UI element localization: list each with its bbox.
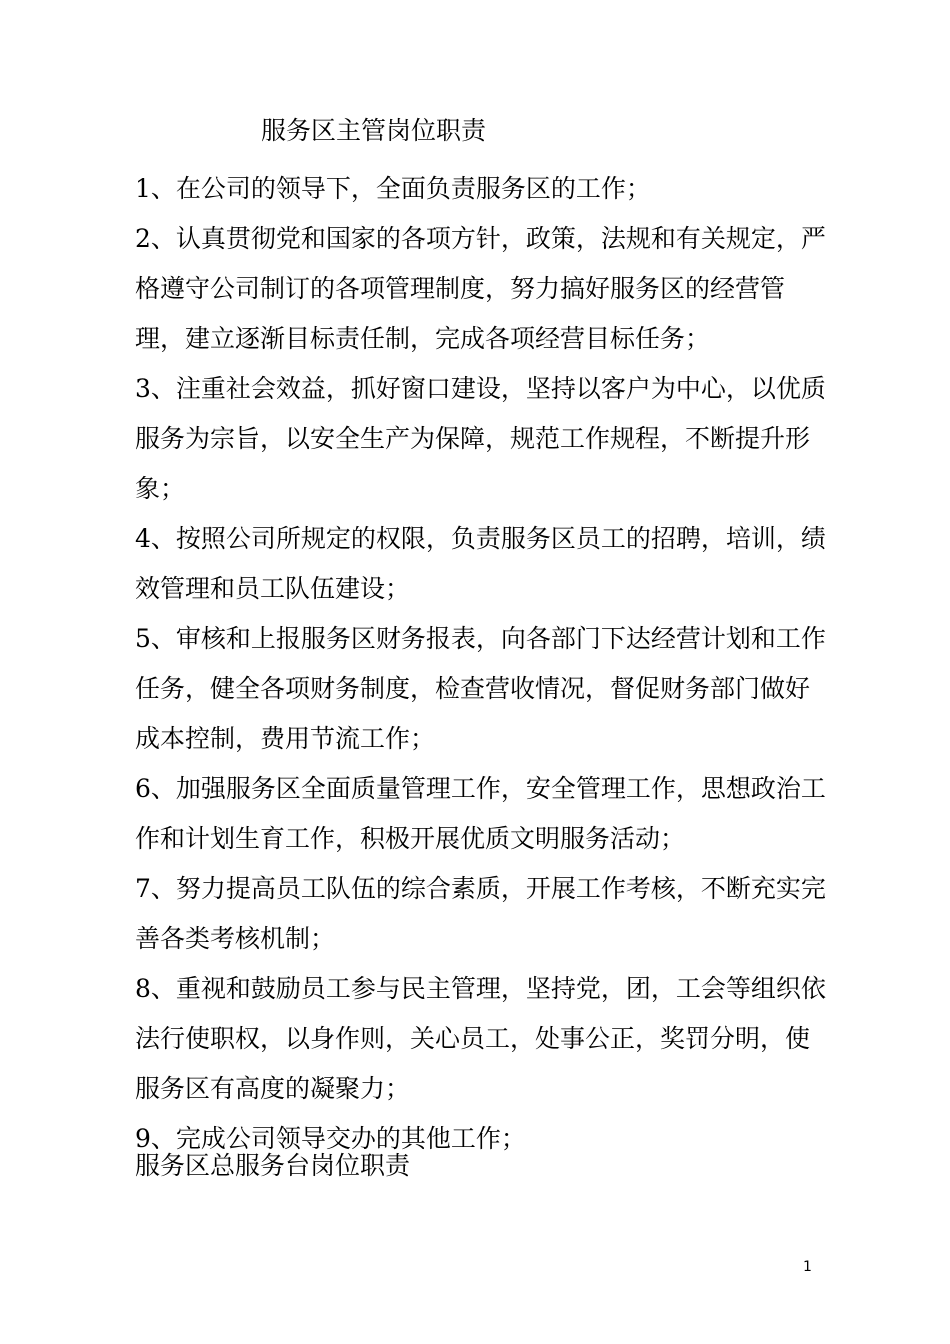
duty-item-4: 4、按照公司所规定的权限，负责服务区员工的招聘，培训，绩效管理和员工队伍建设； [135, 524, 826, 603]
document-title: 服务区主管岗位职责 [261, 116, 487, 145]
duty-item-3: 3、注重社会效益，抓好窗口建设，坚持以客户为中心，以优质服务为宗旨，以安全生产为保障，规范工作规程，不断提升形象； [135, 374, 826, 503]
next-section-heading: 服务区总服务台岗位职责 [135, 1151, 411, 1180]
page-number: 1 [803, 1259, 812, 1275]
duty-item-1: 1、在公司的领导下，全面负责服务区的工作； [135, 174, 651, 203]
duty-item-9: 9、完成公司领导交办的其他工作； [135, 1124, 526, 1153]
duty-item-6: 6、加强服务区全面质量管理工作，安全管理工作，思想政治工作和计划生育工作，积极开展优质文明服务活动； [135, 774, 826, 853]
duty-item-2: 2、认真贯彻党和国家的各项方针，政策，法规和有关规定，严格遵守公司制订的各项管理制度，努力搞好服务区的经营管理，建立逐渐目标责任制，完成各项经营目标任务； [135, 224, 826, 353]
duty-item-8: 8、重视和鼓励员工参与民主管理，坚持党，团，工会等组织依法行使职权，以身作则，关心员工，处事公正，奖罚分明，使服务区有高度的凝聚力； [135, 974, 826, 1103]
duty-item-5: 5、审核和上报服务区财务报表，向各部门下达经营计划和工作任务，健全各项财务制度，检查营收情况，督促财务部门做好成本控制，费用节流工作； [135, 624, 826, 753]
duty-item-7: 7、努力提高员工队伍的综合素质，开展工作考核，不断充实完善各类考核机制； [135, 874, 826, 953]
document-body [135, 164, 830, 1164]
